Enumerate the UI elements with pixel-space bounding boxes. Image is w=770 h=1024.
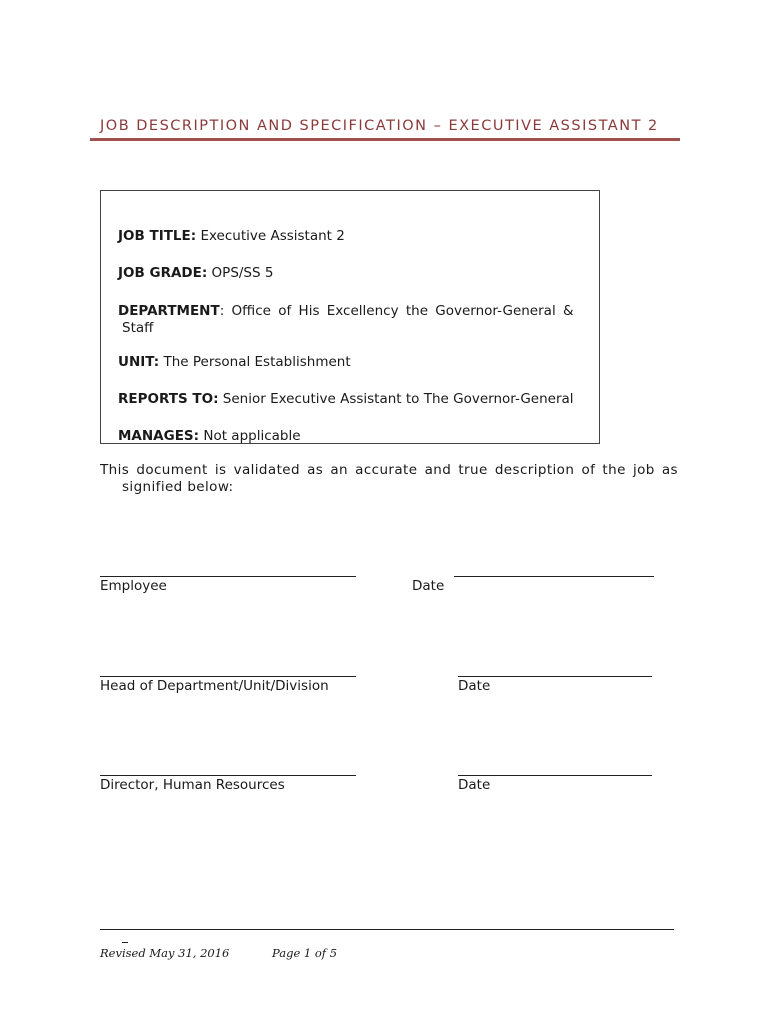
validation-line1: This document is validated as an accurate and true description of the job as: [100, 462, 678, 478]
employee-label: Employee: [100, 578, 167, 594]
validation-statement: [100, 462, 678, 496]
director-date-line: [458, 775, 652, 776]
job-grade-label: JOB GRADE:: [118, 265, 208, 281]
job-title-field: [118, 228, 594, 245]
manages-field: [118, 428, 594, 445]
department-value-line2: Staff: [122, 320, 154, 336]
employee-date-line: [454, 576, 654, 577]
director-label: Director, Human Resources: [100, 777, 285, 793]
footer-revised: Revised May 31, 2016: [100, 946, 230, 960]
employee-signature-line: [100, 576, 356, 577]
department-label: DEPARTMENT: [118, 303, 220, 319]
title-underline: [90, 138, 680, 141]
head-label: Head of Department/Unit/Division: [100, 678, 329, 694]
job-title-value: Executive Assistant 2: [200, 228, 345, 244]
job-grade-value: OPS/SS 5: [211, 265, 274, 281]
employee-date-label: Date: [412, 578, 445, 594]
footer-page-number: Page 1 of 5: [272, 946, 338, 960]
footer-rule: [100, 929, 674, 930]
unit-value: The Personal Establishment: [163, 354, 351, 370]
validation-line2: signified below:: [122, 479, 234, 495]
department-value-line1: : Office of His Excellency the Governor-General &: [219, 303, 574, 319]
department-field: [118, 303, 594, 337]
head-date-label: Date: [458, 678, 491, 694]
head-date-line: [458, 676, 652, 677]
job-grade-field: [118, 265, 594, 282]
job-title-label: JOB TITLE:: [118, 228, 197, 244]
manages-value: Not applicable: [203, 428, 301, 444]
footer-tick: [122, 942, 128, 943]
manages-label: MANAGES:: [118, 428, 200, 444]
director-date-label: Date: [458, 777, 491, 793]
unit-label: UNIT:: [118, 354, 160, 370]
reports-to-field: [118, 391, 594, 408]
head-signature-line: [100, 676, 356, 677]
unit-field: [118, 354, 594, 371]
director-signature-line: [100, 775, 356, 776]
page-title: JOB DESCRIPTION AND SPECIFICATION – EXECUTIVE ASSISTANT 2: [100, 118, 659, 134]
reports-to-value: Senior Executive Assistant to The Governor-General: [222, 391, 574, 407]
reports-to-label: REPORTS TO:: [118, 391, 219, 407]
